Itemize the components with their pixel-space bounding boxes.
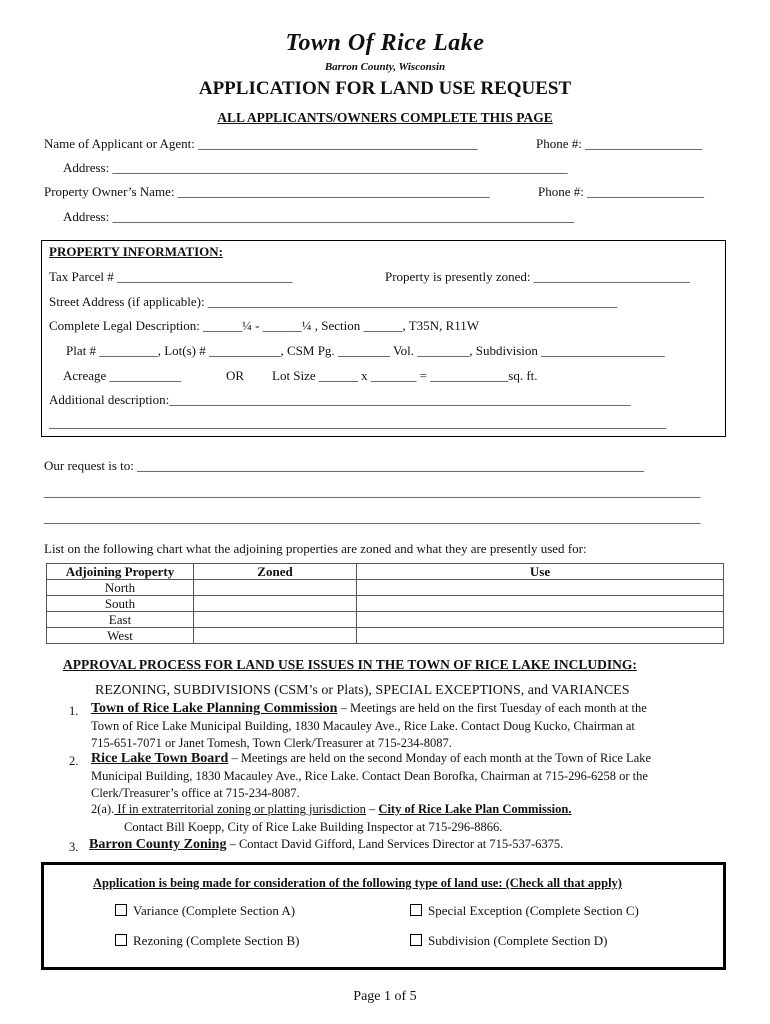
rezoning-option[interactable]	[115, 933, 299, 949]
owner-phone-field[interactable]: Phone #: __________________	[538, 184, 705, 199]
additional-description-line[interactable]: _______________________________________________________________________________________________	[49, 415, 667, 430]
plat-field[interactable]: Plat # _________, Lot(s) # ___________, CSM Pg. ________ Vol. ________, Subdivision ___________________	[66, 343, 665, 358]
acreage-field[interactable]: Acreage ___________	[63, 368, 182, 383]
lot-size-field[interactable]: Lot Size ______ x _______ = ____________sq. ft.	[272, 368, 538, 383]
item1-number: 1.	[69, 704, 79, 718]
additional-description-field[interactable]: Additional description:_______________________________________________________________________	[49, 392, 631, 407]
special-exception-label: Special Exception (Complete Section C)	[428, 903, 639, 918]
town-title: Town Of Rice Lake	[285, 30, 485, 56]
all-applicants-heading: ALL APPLICANTS/OWNERS COMPLETE THIS PAGE	[217, 110, 553, 125]
south-use-cell[interactable]	[357, 596, 724, 612]
item2-number: 2.	[69, 754, 79, 768]
item1-title: Town of Rice Lake Planning Commission	[91, 701, 338, 716]
row-label-south: South	[47, 596, 194, 612]
table-header-row	[47, 564, 724, 580]
county-subtitle: Barron County, Wisconsin	[324, 61, 446, 73]
legal-description-field[interactable]: Complete Legal Description: ______¼ - ______¼ , Section ______, T35N, R11W	[49, 318, 480, 333]
east-use-cell[interactable]	[357, 612, 724, 628]
table-row	[47, 596, 724, 612]
item3-title: Barron County Zoning	[89, 837, 227, 852]
owner-address-field[interactable]: Address: _______________________________________________________________________	[63, 209, 574, 224]
row-label-east: East	[47, 612, 194, 628]
item1-line-c: 715-651-7071 or Janet Tomesh, Town Clerk/Treasurer at 715-234-8087.	[91, 736, 452, 750]
item2-line-b: Municipal Building, 1830 Macauley Ave., Rice Lake. Contact Dean Borofka, Chairman at 715-296-6258 or the	[91, 769, 648, 783]
variance-option[interactable]	[115, 903, 295, 919]
owner-name-field[interactable]: Property Owner’s Name: ________________________________________________	[44, 184, 490, 199]
item2a-link: If in extraterritorial zoning or platting jurisdiction	[114, 802, 366, 816]
approval-heading: APPROVAL PROCESS FOR LAND USE ISSUES IN THE TOWN OF RICE LAKE INCLUDING:	[63, 657, 637, 672]
north-zoned-cell[interactable]	[194, 580, 357, 596]
west-use-cell[interactable]	[357, 628, 724, 644]
request-field[interactable]: Our request is to: ______________________________________________________________________________	[44, 458, 645, 473]
item2-title: Rice Lake Town Board	[91, 751, 229, 766]
table-row	[47, 580, 724, 596]
row-label-west: West	[47, 628, 194, 644]
item2-line-a	[91, 751, 651, 767]
property-info-heading: PROPERTY INFORMATION:	[49, 244, 223, 259]
table-row	[47, 628, 724, 644]
applicant-name-field[interactable]: Name of Applicant or Agent: ___________________________________________	[44, 136, 478, 151]
page-number: Page 1 of 5	[353, 989, 417, 1004]
or-label: OR	[226, 368, 245, 383]
tax-parcel-field[interactable]: Tax Parcel # ___________________________	[49, 269, 293, 284]
item3-line	[89, 837, 563, 853]
item2a-contact: Contact Bill Koepp, City of Rice Lake Building Inspector at 715-296-8866.	[124, 820, 503, 834]
item3-text: – Contact David Gifford, Land Services Director at 715-537-6375.	[226, 837, 564, 851]
variance-checkbox[interactable]	[115, 904, 127, 916]
table-row	[47, 612, 724, 628]
rezoning-checkbox[interactable]	[115, 934, 127, 946]
subdivision-label: Subdivision (Complete Section D)	[428, 933, 608, 948]
item3-number: 3.	[69, 840, 79, 854]
item2a-dash: –	[365, 802, 379, 816]
special-exception-option[interactable]	[410, 903, 639, 919]
street-address-field[interactable]: Street Address (if applicable): _______________________________________________________________	[49, 294, 618, 309]
item2a-prefix: 2(a).	[91, 802, 115, 816]
land-use-heading: Application is being made for consideration of the following type of land use: (Check all that apply)	[93, 876, 622, 890]
adjoining-intro: List on the following chart what the adjoining properties are zoned and what they are presently used for:	[44, 541, 587, 556]
item2a-title: City of Rice Lake Plan Commission.	[378, 802, 572, 816]
request-line-2[interactable]: _____________________________________________________________________________________________________	[44, 510, 701, 525]
item1-line-a	[91, 701, 647, 717]
application-title: APPLICATION FOR LAND USE REQUEST	[198, 78, 572, 99]
header-adjoining-property: Adjoining Property	[47, 564, 194, 580]
item1-text-a: – Meetings are held on the first Tuesday of each month at the	[337, 701, 647, 715]
item2-text-a: – Meetings are held on the second Monday of each month at the Town of Rice Lake	[228, 751, 652, 765]
special-exception-checkbox[interactable]	[410, 904, 422, 916]
north-use-cell[interactable]	[357, 580, 724, 596]
rezoning-label: Rezoning (Complete Section B)	[133, 933, 300, 948]
subdivision-checkbox[interactable]	[410, 934, 422, 946]
row-label-north: North	[47, 580, 194, 596]
item2a-line	[91, 802, 571, 817]
header-zoned: Zoned	[194, 564, 357, 580]
adjoining-table	[46, 563, 724, 644]
variance-label: Variance (Complete Section A)	[133, 903, 296, 918]
zoned-field[interactable]: Property is presently zoned: ________________________	[385, 269, 690, 284]
east-zoned-cell[interactable]	[194, 612, 357, 628]
item1-line-b: Town of Rice Lake Municipal Building, 1830 Macauley Ave., Rice Lake. Contact Doug Kucko, Chairman at	[91, 719, 635, 733]
approval-subheading: REZONING, SUBDIVISIONS (CSM’s or Plats), SPECIAL EXCEPTIONS, and VARIANCES	[95, 683, 630, 698]
west-zoned-cell[interactable]	[194, 628, 357, 644]
subdivision-option[interactable]	[410, 933, 607, 949]
south-zoned-cell[interactable]	[194, 596, 357, 612]
applicant-phone-field[interactable]: Phone #: __________________	[536, 136, 703, 151]
item2-line-c: Clerk/Treasurer’s office at 715-234-8087.	[91, 786, 300, 800]
applicant-address-field[interactable]: Address: ______________________________________________________________________	[63, 160, 568, 175]
header-use: Use	[357, 564, 724, 580]
request-line-1[interactable]: _____________________________________________________________________________________________________	[44, 484, 701, 499]
